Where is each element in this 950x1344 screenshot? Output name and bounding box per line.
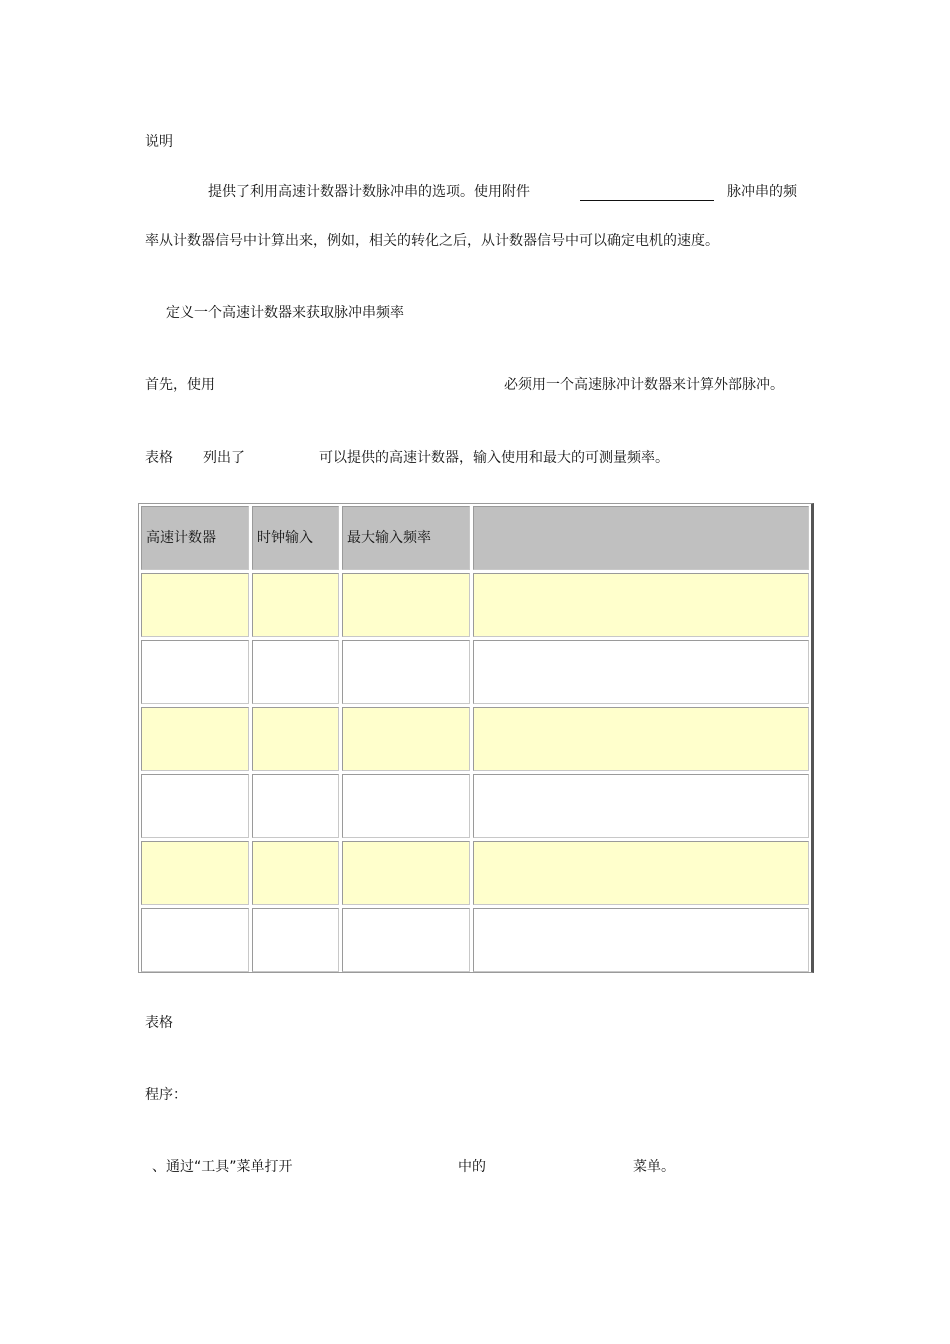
table-cell	[473, 707, 809, 771]
table-cell	[342, 707, 470, 771]
table-caption: 表格	[145, 1015, 173, 1031]
table-cell	[473, 573, 809, 637]
counter-table	[138, 503, 814, 973]
table-cell	[252, 908, 339, 972]
table-cell	[252, 841, 339, 905]
header-label-max-frequency: 最大输入频率	[347, 530, 431, 546]
paragraph-3-text-c: 可以提供的高速计数器，输入使用和最大的可测量频率。	[319, 450, 669, 466]
table-header-cell	[342, 506, 470, 570]
table-cell	[252, 640, 339, 704]
header-label-counter: 高速计数器	[146, 530, 216, 546]
table-cell	[473, 640, 809, 704]
fill-in-blank-line	[580, 200, 714, 201]
step-1-text-b: 中的	[458, 1159, 486, 1175]
table-cell	[473, 841, 809, 905]
table-cell	[342, 908, 470, 972]
procedure-label: 程序：	[145, 1087, 187, 1103]
table-cell	[141, 573, 249, 637]
paragraph-1-text-b: 脉冲串的频	[727, 184, 797, 200]
table-cell	[342, 841, 470, 905]
table-cell	[252, 707, 339, 771]
table-header-cell	[252, 506, 339, 570]
table-header-cell	[473, 506, 809, 570]
table-header-cell	[141, 506, 249, 570]
table-cell	[141, 707, 249, 771]
table-cell	[473, 908, 809, 972]
table-cell	[252, 774, 339, 838]
step-1-text-c: 菜单。	[633, 1159, 675, 1175]
paragraph-2-text-a: 首先，使用	[145, 377, 215, 393]
subsection-title: 定义一个高速计数器来获取脉冲串频率	[166, 305, 404, 321]
table-cell	[252, 573, 339, 637]
table-cell	[141, 774, 249, 838]
table-cell	[342, 573, 470, 637]
paragraph-1-line-2: 率从计数器信号中计算出来，例如，相关的转化之后，从计数器信号中可以确定电机的速度。	[145, 233, 719, 249]
paragraph-1-text-a: 提供了利用高速计数器计数脉冲串的选项。使用附件	[208, 184, 530, 200]
section-heading: 说明	[145, 134, 173, 150]
paragraph-3-text-a: 表格	[145, 450, 173, 466]
table-cell	[342, 774, 470, 838]
table-cell	[342, 640, 470, 704]
table-cell	[141, 908, 249, 972]
header-label-clock-input: 时钟输入	[257, 530, 313, 546]
paragraph-2-text-b: 必须用一个高速脉冲计数器来计算外部脉冲。	[504, 377, 784, 393]
table-cell	[473, 774, 809, 838]
table-cell	[141, 640, 249, 704]
table-cell	[141, 841, 249, 905]
step-1-text-a: 、通过“工具”菜单打开	[152, 1159, 293, 1175]
paragraph-3-text-b: 列出了	[203, 450, 245, 466]
